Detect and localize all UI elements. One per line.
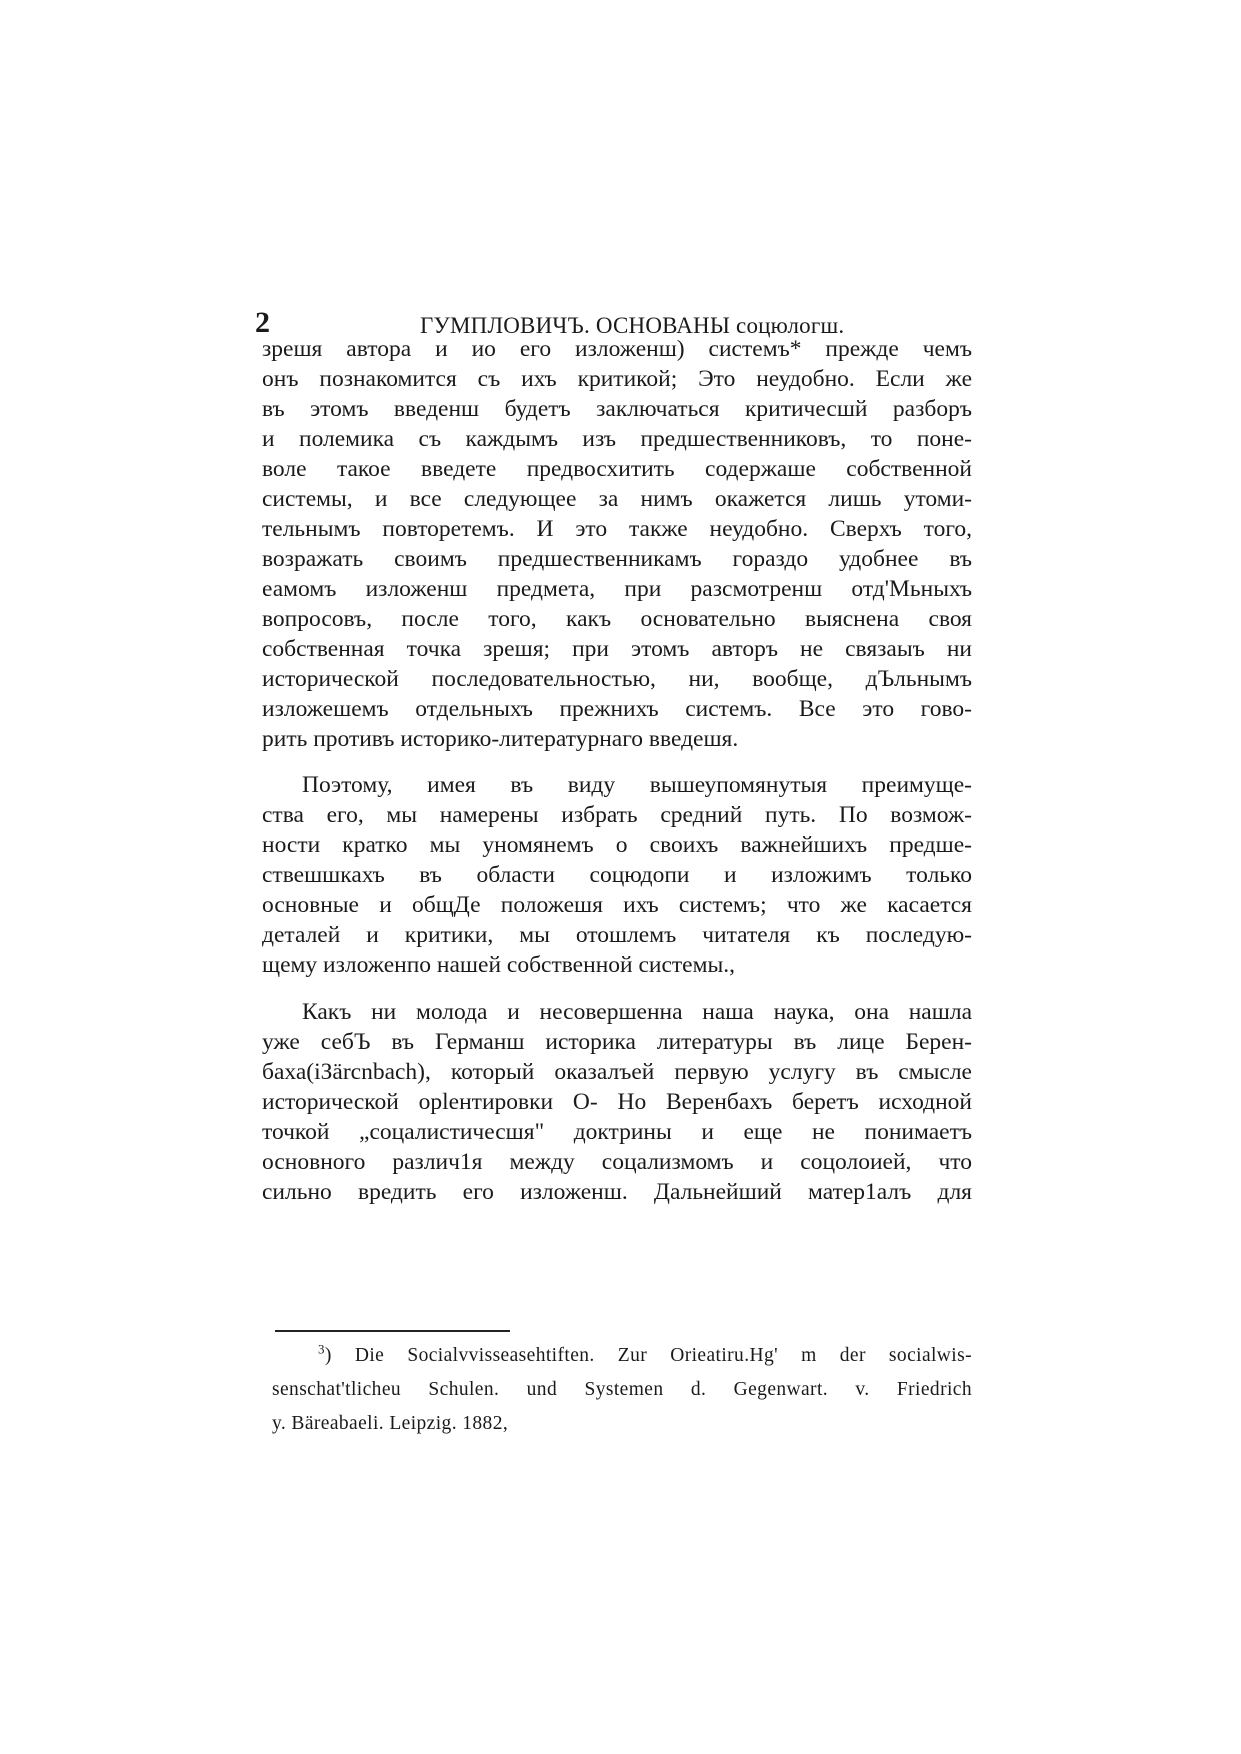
text-line: тельнымъ повторетемъ. И это также неудобно. Сверхъ того, (262, 516, 972, 542)
footnote-text: ) Die Socialvvisseasehtiften. Zur Orieatiru.Hg' m der socialwis- (324, 1345, 972, 1366)
text-line: точкой „соцалистичесшя" доктрины и еще не понимаетъ (262, 1119, 972, 1145)
page-number: 2 (255, 306, 270, 339)
text-line: ства его, мы намерены избрать средний путь. По возмож- (262, 802, 972, 828)
text-line: въ этомъ введенш будетъ заключаться критичесшй разборъ (262, 396, 972, 422)
text-line: онъ познакомится съ ихъ критикой; Это неудобно. Если же (262, 366, 972, 392)
text-line: зрешя автора и ио его изложенш) системъ* прежде чемъ (262, 336, 972, 362)
footnote-line: y. Bäreabaeli. Leipzig. 1882, (272, 1413, 509, 1434)
text-line: и полемика съ каждымъ изъ предшественниковъ, то поне- (262, 426, 972, 452)
footnote-line: senschat'tlicheu Schulen. und Systemen d. Gegenwart. v. Friedrich (272, 1379, 972, 1400)
text-line: еамомъ изложенш предмета, при разсмотренш отд'Мьныхъ (262, 576, 972, 602)
text-line: основные и общДе положешя ихъ системъ; что же касается (262, 892, 972, 918)
text-line: системы, и все следующее за нимъ окажется лишь утоми- (262, 486, 972, 512)
text-line: рить противъ историко-литературнаго введешя. (262, 726, 739, 752)
text-line: возражать своимъ предшественникамъ гораздо удобнее въ (262, 546, 972, 572)
footnote-separator (275, 1330, 510, 1332)
footnote-marker: 3 (318, 1341, 325, 1357)
text-line: ствешшкахъ въ области соцюдопи и изложимъ только (262, 862, 972, 888)
text-line: собственная точка зрешя; при этомъ авторъ не связаыъ ни (262, 636, 972, 662)
text-line: уже себЪ въ Германш историка литературы въ лице Берен- (262, 1029, 972, 1055)
text-line: воле такое введете предвосхитить содержаше собственной (262, 456, 972, 482)
text-line: деталей и критики, мы отошлемъ читателя къ последую- (262, 922, 972, 948)
text-line: баха(iЗärcnbach), который оказалъей первую услугу въ смысле (262, 1059, 972, 1085)
text-line: вопросовъ, после того, какъ основательно выяснена своя (262, 606, 972, 632)
text-line: Какъ ни молода и несовершенна наша наука, она нашла (302, 999, 972, 1025)
text-line: исторической орlентировки О- Но Веренбахъ беретъ исходной (262, 1089, 972, 1115)
text-line: ности кратко мы уномянемъ о своихъ важнейшихъ предше- (262, 832, 972, 858)
text-line: Поэтому, имея въ виду вышеупомянутыя преимуще- (302, 772, 972, 798)
running-head: ГУМПЛОВИЧЪ. ОСНОВАНЫ соцюлогш. (420, 313, 845, 338)
text-line: исторической последовательностью, ни, вообще, дЪльнымъ (262, 666, 972, 692)
footnote-line (318, 1343, 972, 1369)
text-line: сильно вредить его изложенш. Дальнейший матер1алъ для (262, 1179, 972, 1205)
text-line: щему изложенпо нашей собственной системы., (262, 952, 736, 978)
text-line: основного различ1я между соцализмомъ и соцолоией, что (262, 1149, 972, 1175)
text-line: изложешемъ отдельныхъ прежнихъ системъ. Все это гово- (262, 696, 972, 722)
